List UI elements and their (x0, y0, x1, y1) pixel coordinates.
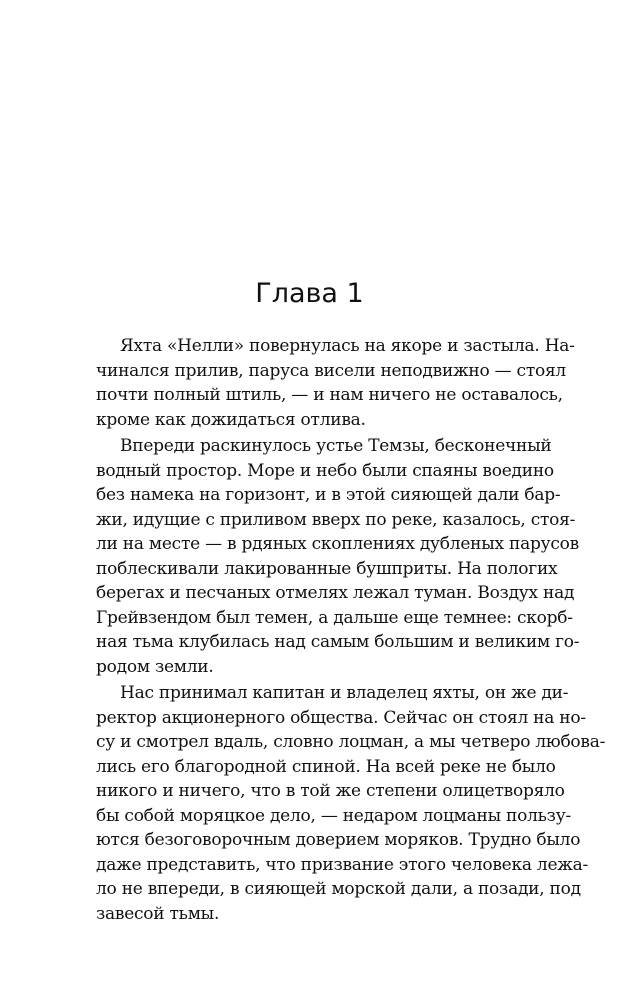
text-line: бы собой моряцкое дело, — недаром лоцманы пользу- (96, 805, 571, 826)
text-line: Грейвзендом был темен, а дальше еще темнее: скорб- (96, 607, 573, 628)
chapter-title: Глава 1 (255, 278, 364, 309)
text-line: завесой тьмы. (96, 903, 220, 924)
paragraph (96, 681, 606, 926)
text-line: чинался прилив, паруса висели неподвижно — стоял (96, 360, 566, 381)
text-line: Нас принимал капитан и владелец яхты, он же ди- (120, 683, 569, 703)
text-line: ректор акционерного общества. Сейчас он стоял на но- (96, 707, 586, 728)
text-line: ло не впереди, в сияющей морской дали, а позади, под (96, 879, 581, 899)
text-line: никого и ничего, что в той же степени олицетворяло (96, 781, 565, 801)
text-line: почти полный штиль, — и нам ничего не оставалось, (96, 385, 563, 405)
text-line: поблескивали лакированные бушприты. На пологих (96, 558, 558, 579)
paragraph (96, 334, 575, 432)
text-line: ная тьма клубилась над самым большим и великим го- (96, 632, 580, 652)
paragraph (96, 434, 580, 679)
text-line: ли на месте — в рдяных скоплениях дубленых парусов (96, 534, 579, 554)
text-line: Впереди раскинулось устье Темзы, бесконечный (120, 436, 552, 456)
text-line: лись его благородной спиной. На всей реке не было (96, 756, 556, 777)
text-line: даже представить, что призвание этого человека лежа- (96, 854, 589, 875)
text-line: су и смотрел вдаль, словно лоцман, а мы четверо любова- (96, 732, 606, 752)
text-line: ются безоговорочным доверием моряков. Трудно было (96, 830, 581, 850)
text-line: Яхта «Нелли» повернулась на якоре и застыла. На- (120, 336, 575, 356)
text-line: жи, идущие с приливом вверх по реке, казалось, стоя- (96, 509, 576, 530)
text-line: водный простор. Море и небо были спаяны воедино (96, 460, 554, 481)
text-line: берегах и песчаных отмелях лежал туман. Воздух над (96, 583, 575, 603)
text-line: родом земли. (96, 656, 214, 677)
text-line: без намека на горизонт, и в этой сияющей дали бар- (96, 485, 561, 505)
text-line: кроме как дожидаться отлива. (96, 409, 366, 430)
chapter-text (96, 334, 606, 928)
